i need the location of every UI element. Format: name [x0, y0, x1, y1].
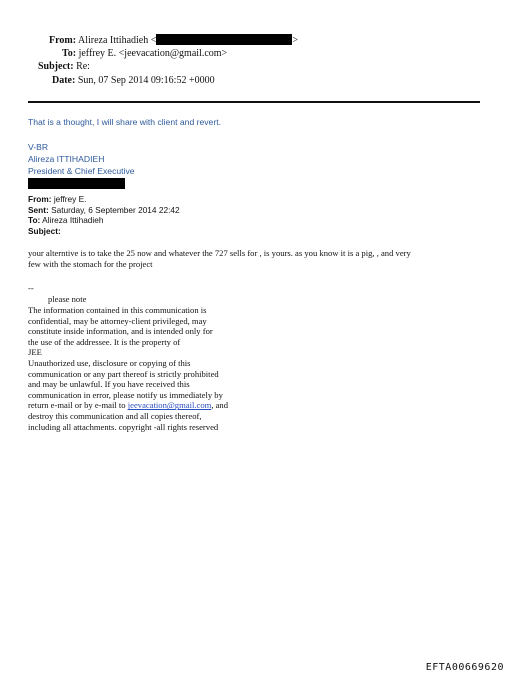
- signature-title: President & Chief Executive: [28, 166, 135, 176]
- disclaimer-line: and may be unlawful. If you have received this: [28, 379, 190, 390]
- notify-line: [28, 400, 228, 411]
- forward-sent-label: Sent:: [28, 204, 49, 215]
- signature-separator: --: [28, 283, 34, 293]
- disclaimer-line: communication in error, please notify us immediately by: [28, 389, 223, 400]
- message-body: [28, 248, 411, 269]
- forward-sent-value: Saturday, 6 September 2014 22:42: [51, 204, 180, 215]
- email-header-date: [52, 74, 215, 87]
- forward-from: [28, 194, 180, 205]
- forward-to-value: Alireza Ittihadieh: [42, 215, 104, 225]
- subject-value: Re:: [76, 61, 90, 72]
- to-label: To:: [62, 48, 77, 59]
- disclaimer-line: constitute inside information, and is intended only for: [28, 326, 213, 337]
- disclaimer-line: communication or any part thereof is strictly prohibited: [28, 368, 219, 379]
- forward-from-value: jeffrey E.: [53, 194, 87, 204]
- note-title: please note: [48, 294, 87, 304]
- email-header-subject: [38, 60, 90, 73]
- disclaimer-line: the use of the addressee. It is the property of: [28, 336, 181, 347]
- forward-subject: [28, 226, 180, 237]
- forward-to: [28, 215, 180, 226]
- disclaimer-line: confidential, may be attorney-client privileged, may: [28, 315, 207, 326]
- date-value: Sun, 07 Sep 2014 09:16:52 +0000: [77, 75, 215, 86]
- disclaimer-line: The information contained in this communication is: [28, 305, 207, 315]
- reply-message: That is a thought, I will share with client and revert.: [28, 117, 221, 127]
- from-label: From:: [49, 35, 77, 46]
- email-header-from: [49, 34, 298, 47]
- date-label: Date:: [52, 75, 76, 86]
- closing-line: including all attachments. copyright -all rights reserved: [28, 421, 219, 432]
- forward-subject-label: Subject:: [28, 225, 61, 236]
- body-line2: few with the stomach for the project: [28, 258, 153, 269]
- body-line1: your alterntive is to take the 25 now and whatever the 727 sells for , is yours. as you know it is a pig, , and very: [28, 248, 411, 258]
- signature-redaction: [28, 178, 125, 189]
- email-link[interactable]: jeevacation@gmail.com: [127, 400, 212, 411]
- notify-prefix: return e-mail or by e-mail to: [28, 400, 128, 411]
- from-name: Alireza Ittihadieh <: [77, 35, 157, 46]
- disclaimer-block: [28, 305, 228, 432]
- forward-sent: [28, 205, 180, 216]
- forward-from-label: From:: [28, 194, 52, 204]
- signature-line1: V-BR: [28, 142, 49, 152]
- to-value: jeffrey E. <jeevacation@gmail.com>: [78, 48, 228, 59]
- header-divider: [28, 101, 480, 103]
- email-header-to: [62, 47, 227, 60]
- subject-label: Subject:: [38, 61, 74, 72]
- forward-to-label: To:: [28, 215, 41, 225]
- notify-suffix: , and: [211, 400, 229, 411]
- signature-name: Alireza ITTIHADIEH: [28, 154, 105, 164]
- disclaimer-line: JEE: [28, 347, 42, 358]
- document-id: EFTA00669620: [425, 662, 504, 673]
- redaction-bar: [156, 34, 292, 45]
- forward-header: [28, 194, 180, 236]
- disclaimer-line: Unauthorized use, disclosure or copying of this: [28, 357, 191, 368]
- closing-line: destroy this communication and all copies thereof,: [28, 410, 202, 421]
- from-end: >: [292, 35, 299, 46]
